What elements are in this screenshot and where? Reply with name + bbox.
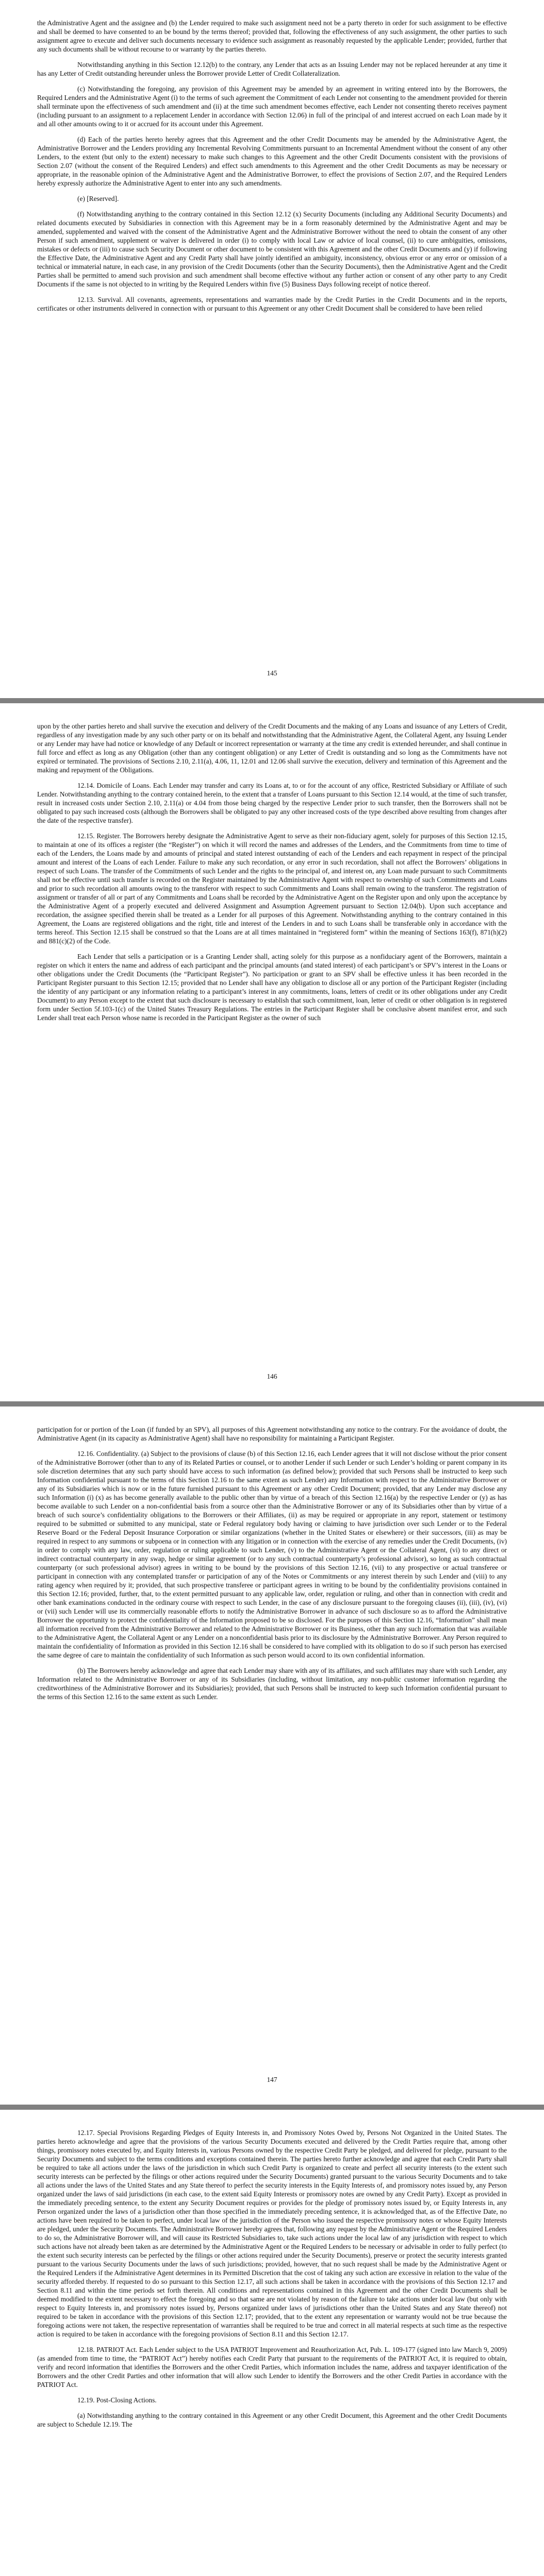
page-body xyxy=(37,722,507,1029)
page-body xyxy=(37,1425,507,1708)
paragraph: the Administrative Agent and the assignee and (b) the Lender required to make such assignment need not be a party thereto in order for such assignment to be effective and shall be deemed to have consented to an be bound by the terms thereof; provided that, following the effectiveness of any such assignment, the other parties to such assignment agree to execute and deliver such documents necessary to evidence such assignment as reasonably requested by the applicable Lender; provided, further that any such documents shall be without recourse to or warranty by the parties thereto. xyxy=(37,19,507,53)
document-page-148 xyxy=(0,2110,544,2576)
section-heading: 12.19. Post-Closing Actions. xyxy=(77,2396,157,2404)
paragraph: 12.17. Special Provisions Regarding Pledges of Equity Interests in, and Promissory Notes Owed by, Persons Not Organized in the United States. The parties hereto acknowledge and agree that the provisions of the various Security Documents executed and delivered by the Credit Parties require that, among other things, promissory notes executed by, and Equity Interests in, various Persons owned by the respective Credit Party be pledged, and delivered for pledge, pursuant to the Security Documents and subject to the terms conditions and exceptions contained therein. The parties hereto further acknowledge and agree that each Credit Party shall be required to take all actions under the laws of the jurisdiction in which such Credit Party is organized to create and perfect all security interests (to the extent such security interests can be perfected by the filings or other actions required under the Security Documents) granted pursuant to the various Security Documents and to take all actions under the laws of the United States and any State thereof to perfect the security interests in the Equity Interests of, and promissory notes issued by, any Person organized under the laws of said jurisdictions (in each case, to the extent said Equity Interests or promissory notes are owned by any Credit Party). Except as provided in the immediately preceding sentence, to the extent any Security Document requires or provides for the pledge of promissory notes issued by, or Equity Interests in, any Person organized under the laws of a jurisdiction other than those specified in the immediately preceding sentence, it is acknowledged that, as of the Effective Date, no actions have been required to be taken to perfect, under local law of the jurisdiction of the Person who issued the respective promissory notes or whose Equity Interests are pledged, under the Security Documents. The Administrative Borrower hereby agrees that, following any request by the Administrative Agent or the Required Lenders to do so, the Administrative Borrower will, and will cause its Restricted Subsidiaries to, take such actions under the local law of any jurisdiction with respect to which such actions have not already been taken as are determined by the Administrative Agent or the Required Lenders to be necessary or advisable in order to fully perfect (to the extent such security interests can be perfected by the filings or other actions required under the Security Documents), preserve or protect the security interests granted pursuant to the various Security Documents under the laws of such jurisdictions; provided, however, that no such request shall be made by the Administrative Agent or the Required Lenders if the Administrative Agent determines in its Permitted Discretion that the cost of taking any such action are excessive in relation to the value of the security afforded thereby. If requested to do so pursuant to this Section 12.17, all such actions shall be taken in accordance with the provisions of this Section 12.17 and Section 8.11 and within the time periods set forth therein. All conditions and representations contained in this Agreement and the other Credit Documents shall be deemed modified to the extent necessary to effect the foregoing and so that same are not violated by reason of the failure to take actions under local law (but only with respect to Equity Interests in, and promissory notes issued by, Persons organized under laws of jurisdictions other than the United States and any State thereof) not required to be taken in accordance with the provisions of this Section 12.17; provided, that to the extent any representation or warranty would not be true because the foregoing actions were not taken, the respective representation of warranties shall be required to be true and correct in all material respects at such time as the respective action is required to be taken in accordance with the foregoing provisions of Section 8.11 and this Section 12.17. xyxy=(37,2129,507,2338)
paragraph: 12.13. Survival. All covenants, agreements, representations and warranties made by the Credit Parties in the Credit Documents and in the reports, certificates or other instruments delivered in connection with or pursuant to this Agreement or any other Credit Document shall be considered to have been relied xyxy=(37,296,507,312)
paragraph: (e) [Reserved]. xyxy=(77,195,119,202)
page-number: 146 xyxy=(267,1372,277,1380)
paragraph: (f) Notwithstanding anything to the contrary contained in this Section 12.12 (x) Security Documents (including any Additional Security Documents) and related documents executed by Subsidiaries in connection with this Agreement may be in a form reasonably determined by the Administrative Agent and may be amended, supplemented and waived with the consent of the Administrative Agent and the Administrative Borrower without the need to obtain the consent of any other Person if such amendment, supplement or waiver is delivered in order (i) to comply with local Law or advice of local counsel, (ii) to cure ambiguities, omissions, mistakes or defects or (iii) to cause such Security Document or other document to be consistent with this Agreement and the other Credit Documents and (y) if following the Effective Date, the Administrative Agent and any Credit Party shall have jointly identified an ambiguity, inconsistency, obvious error or any error or omission of a technical or immaterial nature, in each case, in any provision of the Credit Documents (other than the Security Documents), then the Administrative Agent and the Credit Parties shall be permitted to amend such provision and such amendment shall become effective without any further action or consent of any other party to any Credit Documents if the same is not objected to in writing by the Required Lenders within five (5) Business Days following receipt of notice thereof. xyxy=(37,210,507,288)
page-number: 147 xyxy=(267,2076,277,2083)
paragraph: upon by the other parties hereto and shall survive the execution and delivery of the Credit Documents and the making of any Loans and issuance of any Letters of Credit, regardless of any investigation made by any such other party or on its behalf and notwithstanding that the Administrative Agent, the Collateral Agent, any Issuing Lender or any Lender may have had notice or knowledge of any Default or incorrect representation or warranty at the time any credit is extended hereunder, and shall continue in full force and effect as long as any Obligation (other than any contingent obligation) or any Letter of Credit is outstanding and so long as the Commitments have not expired or terminated. The provisions of Sections 2.10, 2.11(a), 4.06, 11, 12.01 and 12.06 shall survive the execution, delivery and termination of this Agreement and the making and repayment of the Obligations. xyxy=(37,722,507,774)
paragraph: (a) Notwithstanding anything to the contrary contained in this Agreement or any other Credit Document, this Agreement and the other Credit Documents are subject to Schedule 12.19. The xyxy=(37,2412,507,2428)
document-page-147 xyxy=(0,1406,544,2105)
paragraph: 12.16. Confidentiality. (a) Subject to the provisions of clause (b) of this Section 12.16, each Lender agrees that it will not disclose without the prior consent of the Administrative Borrower (other than to any of its Related Parties or counsel, or to another Lender if such Lender or such Lender’s holding or parent company in its sole discretion determines that any such party should have access to such information (as defined below); provided that such Persons shall be instructed to keep such Information confidential pursuant to the terms of this Section 12.16 to the same extent as such Lender) any Information with respect to the Administrative Borrower or any of its Subsidiaries which is now or in the future furnished pursuant to this Agreement or any other Credit Document; provided, that any Lender may disclose any such Information (i) (x) as has become generally available to the public other than by virtue of a breach of this Section 12.16(a) by the respective Lender or (y) as has become available to such Lender on a non-confidential basis from a source other than the Administrative Borrower or any of its Subsidiaries other than by virtue of a breach of such source’s confidentiality obligations to the Borrowers or their Affiliates, (ii) as may be required or appropriate in any report, statement or testimony required to be submitted or submitted to any municipal, state or Federal regulatory body having or claiming to have jurisdiction over such Lender or to the Federal Reserve Board or the Federal Deposit Insurance Corporation or similar organizations (whether in the United States or elsewhere) or their successors, (iii) as may be required in respect to any summons or subpoena or in connection with any litigation or in connection with the exercise of any remedies under the Credit Documents, (iv) in order to comply with any law, order, regulation or ruling applicable to such Lender, (v) to the Administrative Agent or the Collateral Agent, (vi) to any direct or indirect contractual counterparty in any swap, hedge or similar agreement (or to any such contractual counterparty’s professional advisor), so long as such contractual counterparty (or such professional advisor) agrees in writing to be bound by the provisions of this Section 12.16, (vii) to any prospective or actual transferee or participant in connection with any contemplated transfer or participation of any of the Notes or Commitments or any interest therein by such Lender and (viii) to any rating agency when required by it; provided, that such prospective transferee or participant agrees in writing to be bound by the confidentiality provisions contained in this Section 12.16; provided, further, that, to the extent permitted pursuant to any applicable law, order, regulation or ruling, and other than in connection with credit and other bank examinations conducted in the ordinary course with respect to such Lender, in the case of any disclosure pursuant to the foregoing clauses (ii), (iii), (iv), (vi) or (vii) such Lender will use its commercially reasonable efforts to notify the Administrative Borrower in advance of such disclosure so as to afford the Administrative Borrower the opportunity to protect the confidentiality of the Information proposed to be so disclosed. For the purposes of this Section 12.16, “Information” shall mean all information received from the Administrative Borrower and related to the Administrative Borrower or its Business, other than any such information that was available to the Administrative Agent, the Collateral Agent or any Lender on a nonconfidential basis prior to its disclosure by the Administrative Borrower. Any Person required to maintain the confidentiality of Information as provided in this Section 12.16 shall be considered to have complied with its obligation to do so if such person has exercised the same degree of care to maintain the confidentiality of such Information as such person would accord to its own confidential information. xyxy=(37,1450,507,1659)
page-body xyxy=(37,2128,507,2435)
paragraph: (b) The Borrowers hereby acknowledge and agree that each Lender may share with any of its affiliates, and such affiliates may share with such Lender, any Information related to the Administrative Borrower or any of its Subsidiaries (including, without limitation, any non-public customer information regarding the creditworthiness of the Administrative Borrower and its Subsidiaries); provided, that such Persons shall be instructed to keep such Information confidential pursuant to the terms of this Section 12.16 to the same extent as such Lender. xyxy=(37,1667,507,1701)
page-number: 145 xyxy=(267,669,277,677)
paragraph: participation for or portion of the Loan (if funded by an SPV), all purposes of this Agreement notwithstanding any notice to the contrary. For the avoidance of doubt, the Administrative Agent (in its capacity as Administrative Agent) shall have no responsibility for maintaining a Participant Register. xyxy=(37,1426,507,1442)
paragraph: (d) Each of the parties hereto hereby agrees that this Agreement and the other Credit Documents may be amended by the Administrative Agent, the Administrative Borrower and the Lenders providing any Incremental Revolving Commitments pursuant to an Incremental Amendment without the consent of any other Lenders, to the extent (but only to the extent) necessary to make such changes to this Agreement and the other Credit Documents consistent with the provisions of Section 2.07 (without the consent of the Required Lenders) and effect such amendments to this Agreement and the other Credit Documents as may be necessary or appropriate, in the reasonable opinion of the Administrative Agent and the Administrative Borrower, to effect the provisions of Section 2.07, and the Required Lenders hereby expressly authorize the Administrative Agent to enter into any such amendments. xyxy=(37,135,507,187)
paragraph: (c) Notwithstanding the foregoing, any provision of this Agreement may be amended by an agreement in writing entered into by the Borrowers, the Required Lenders and the Administrative Agent (i) to the terms of such agreement the Commitment of each Lender not consenting to the amendment provided for therein shall terminate upon the effectiveness of such amendment and (ii) at the time such amendment becomes effective, each Lender not consenting thereto receives payment (including pursuant to an assignment to a replacement Lender in accordance with Section 12.06) in full of the principal of and interest accrued on each Loan made by it and all other amounts owing to it or accrued for its account under this Agreement. xyxy=(37,85,507,128)
paragraph: Notwithstanding anything in this Section 12.12(b) to the contrary, any Lender that acts as an Issuing Lender may not be replaced hereunder at any time it has any Letter of Credit outstanding hereunder unless the Borrower provide Letter of Credit Collateralization. xyxy=(37,61,507,77)
paragraph: 12.18. PATRIOT Act. Each Lender subject to the USA PATRIOT Improvement and Reauthorization Act, Pub. L. 109-177 (signed into law March 9, 2009) (as amended from time to time, the “PATRIOT Act”) hereby notifies each Credit Party that pursuant to the requirements of the PATRIOT Act, it is required to obtain, verify and record information that identifies the Borrowers and the other Credit Parties, which information includes the name, address and taxpayer identification of the Borrowers and the other Credit Parties and other information that will allow such Lender to identify the Borrowers and the other Credit Parties in accordance with the PATRIOT Act. xyxy=(37,2346,507,2388)
page-body xyxy=(37,19,507,319)
paragraph: 12.15. Register. The Borrowers hereby designate the Administrative Agent to serve as their non-fiduciary agent, solely for purposes of this Section 12.15, to maintain at one of its offices a register (the “Register”) on which it will record the names and addresses of the Lenders, and the Commitments from time to time of each of the Lenders, the Loans made by and amounts of principal and stated interest outstanding of each of the Lenders and each repayment in respect of the principal amount and interest of the Loans of each Lender. Failure to make any such recordation, or any error in such recordation, shall not affect the Borrowers’ obligations in respect of such Loans. The transfer of the Commitments of such Lender and the rights to the principal of, and interest on, any Loan made pursuant to such Commitments shall not be effective until such transfer is recorded on the Register maintained by the Administrative Agent with respect to ownership of such Commitments and Loans and prior to such recordation all amounts owing to the transferor with respect to such Commitments and Loans shall remain owing to the transferor. The registration of assignment or transfer of all or part of any Commitments and Loans shall be recorded by the Administrative Agent on the Register upon and only upon the acceptance by the Administrative Agent of a properly executed and delivered Assignment and Assumption Agreement pursuant to Section 12.04(b). Upon such acceptance and recordation, the assignee specified therein shall be treated as a Lender for all purposes of this Agreement. Notwithstanding anything to the contrary contained in this Agreement, the Loans are registered obligations and the right, title and interest of the Lenders in and to such Loans shall be transferable only in accordance with the terms hereof. This Section 12.15 shall be construed so that the Loans are at all times maintained in “registered form” within the meaning of Sections 163(f), 871(h)(2) and 881(c)(2) of the Code. xyxy=(37,832,507,945)
document-page-146 xyxy=(0,703,544,1401)
paragraph: 12.14. Domicile of Loans. Each Lender may transfer and carry its Loans at, to or for the account of any office, Restricted Subsidiary or Affiliate of such Lender. Notwithstanding anything to the contrary contained herein, to the extent that a transfer of Loans pursuant to this Section 12.14 would, at the time of such transfer, result in increased costs under Section 2.10, 2.11(a) or 4.04 from those being charged by the respective Lender prior to such transfer, then the Borrowers shall not be obligated to pay such increased costs (although the Borrowers shall be obligated to pay any other increased costs of the type described above resulting from changes after the date of the respective transfer). xyxy=(37,782,507,824)
document-page-145 xyxy=(0,0,544,698)
paragraph: Each Lender that sells a participation or is a Granting Lender shall, acting solely for this purpose as a nonfiduciary agent of the Borrowers, maintain a register on which it enters the name and address of each participant and the principal amounts (and stated interest) of each participant’s or SPV’s interest in the Loans or other obligations under the Credit Documents (the “Participant Register”). No participation or grant to an SPV shall be effective unless it has been recorded in the Participant Register pursuant to this Section 12.15; provided that no Lender shall have any obligation to disclose all or any portion of the Participant Register (including the identity of any participant or any information relating to a participant’s interest in any commitments, loans, letters of credit or its other obligations under any Credit Document) to any Person except to the extent that such disclosure is necessary to establish that such commitment, loan, letter of credit or other obligation is in registered form under Section 5f.103-1(c) of the United States Treasury Regulations. The entries in the Participant Register shall be conclusive absent manifest error, and such Lender shall treat each Person whose name is recorded in the Participant Register as the owner of such xyxy=(37,953,507,1022)
